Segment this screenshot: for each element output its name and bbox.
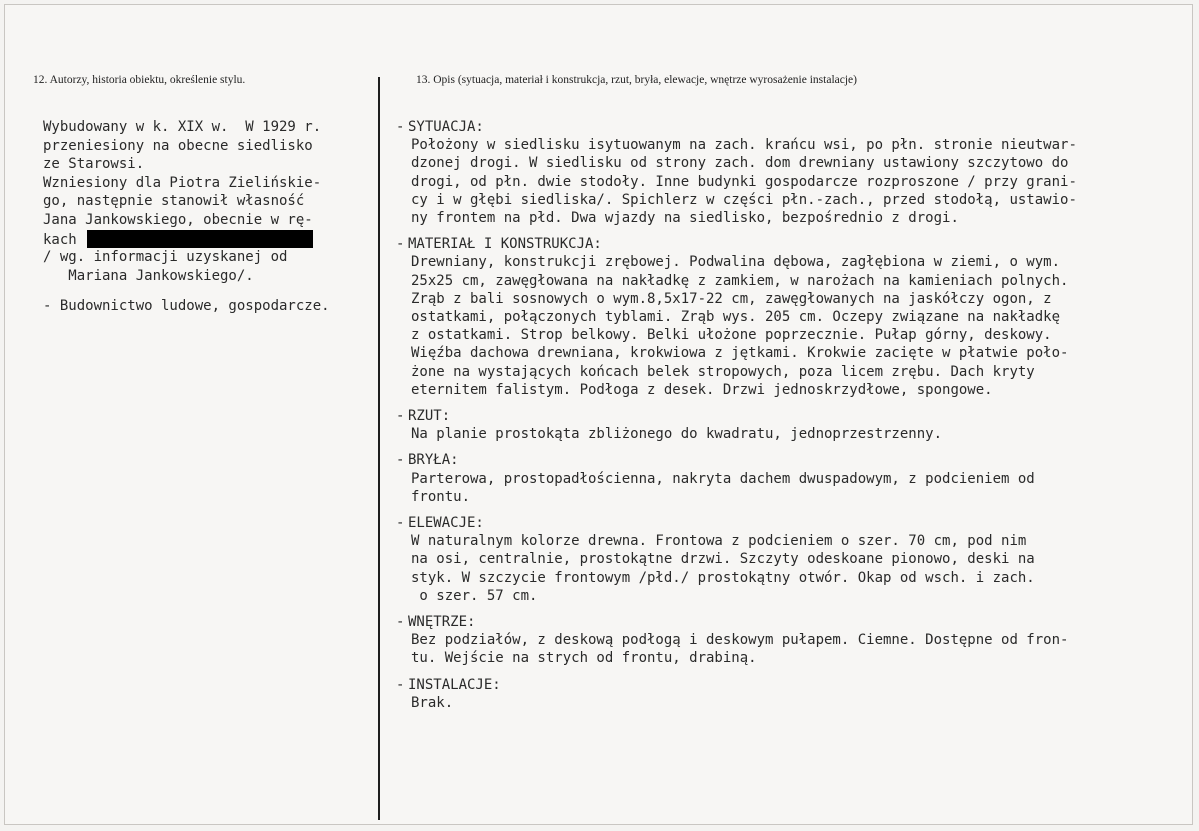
section-line: z ostatkami. Strop belkowy. Belki ułożone poprzecznie. Pułap górny, deskowy. bbox=[411, 327, 1052, 344]
style-line: - Budownictwo ludowe, gospodarcze. bbox=[43, 298, 330, 315]
section-body bbox=[411, 253, 1196, 399]
section-title-text: RZUT: bbox=[408, 408, 451, 425]
section-title-text: INSTALACJE: bbox=[408, 676, 501, 693]
section-line: Drewniany, konstrukcji zrębowej. Podwalina dębowa, zagłębiona w ziemi, o wym. bbox=[411, 254, 1061, 271]
dash-marker: - bbox=[396, 676, 405, 693]
section-line: ostatkami, połączonych tyblami. Zrąb wys. 205 cm. Oczepy związane na nakładkę bbox=[411, 309, 1061, 326]
section-line: drogi, od płn. dwie stodoły. Inne budynki gospodarcze rozproszone / przy grani- bbox=[411, 173, 1077, 190]
section-line: cy i w głębi siedliska/. Spichlerz w części płn.-zach., przed stodołą, ustawio- bbox=[411, 191, 1077, 208]
section-title-text: ELEWACJE: bbox=[408, 515, 484, 532]
section-line: Na planie prostokąta zbliżonego do kwadratu, jednoprzestrzenny. bbox=[411, 426, 943, 443]
description-section bbox=[396, 451, 1196, 506]
right-column-header: 13. Opis (sytuacja, materiał i konstrukcja, rzut, bryła, elewacje, wnętrze wyrosażenie instalacje) bbox=[416, 74, 857, 86]
section-title bbox=[396, 613, 1196, 631]
left-column-header: 12. Autorzy, historia obiektu, określenie stylu. bbox=[33, 74, 246, 86]
history-line-text: kach bbox=[43, 231, 77, 248]
description-section bbox=[396, 676, 1196, 712]
section-title-text: SYTUACJA: bbox=[408, 119, 484, 135]
description-section bbox=[396, 514, 1196, 605]
dash-marker: - bbox=[396, 408, 405, 425]
section-line: frontu. bbox=[411, 488, 471, 505]
section-line: eternitem falistym. Podłoga z desek. Drzwi jednoskrzydłowe, spongowe. bbox=[411, 381, 993, 398]
section-body bbox=[411, 425, 1196, 443]
dash-marker: - bbox=[396, 452, 405, 469]
section-body bbox=[411, 136, 1196, 227]
section-line: Więźba dachowa drewniana, krokwiowa z jętkami. Krokwie zacięte w płatwie poło- bbox=[411, 345, 1069, 362]
history-line: Wzniesiony dla Piotra Zielińskie- bbox=[43, 174, 322, 191]
description-section bbox=[396, 407, 1196, 443]
dash-marker: - bbox=[396, 515, 405, 532]
section-body bbox=[411, 631, 1196, 667]
section-title-text: BRYŁA: bbox=[408, 452, 459, 469]
section-body bbox=[411, 694, 1196, 712]
section-body bbox=[411, 470, 1196, 506]
history-line: / wg. informacji uzyskanej od bbox=[43, 249, 288, 266]
dash-marker: - bbox=[396, 614, 405, 631]
section-title bbox=[396, 235, 1196, 253]
section-line: W naturalnym kolorze drewna. Frontowa z podcieniem o szer. 70 cm, pod nim bbox=[411, 533, 1027, 550]
section-line: Parterowa, prostopadłościenna, nakryta dachem dwuspadowym, z podcieniem od bbox=[411, 470, 1035, 487]
description-section bbox=[396, 235, 1196, 399]
section-title bbox=[396, 451, 1196, 469]
section-line: dzonej drogi. W siedlisku od strony zach. dom drewniany ustawiony szczytowo do bbox=[411, 155, 1069, 172]
section-title bbox=[396, 407, 1196, 425]
section-title bbox=[396, 676, 1196, 694]
history-line: ze Starowsi. bbox=[43, 156, 145, 173]
history-line: przeniesiony na obecne siedlisko bbox=[43, 137, 313, 154]
history-column bbox=[43, 118, 375, 316]
section-line: styk. W szczycie frontowym /płd./ prostokątny otwór. Okap od wsch. i zach. bbox=[411, 569, 1035, 586]
section-body bbox=[411, 532, 1196, 605]
section-line: o szer. 57 cm. bbox=[411, 587, 538, 604]
history-line: go, następnie stanowił własność bbox=[43, 193, 305, 210]
history-line: Mariana Jankowskiego/. bbox=[43, 267, 254, 284]
section-line: Bez podziałów, z deskową podłogą i deskowym pułapem. Ciemne. Dostępne od fron- bbox=[411, 632, 1069, 649]
section-title-text: WNĘTRZE: bbox=[408, 614, 476, 631]
description-column bbox=[396, 118, 1196, 720]
description-section bbox=[396, 118, 1196, 227]
section-line: żone na wystających końcach belek stropowych, poza licem zrębu. Dach kryty bbox=[411, 363, 1035, 380]
section-title-text: MATERIAŁ I KONSTRUKCJA: bbox=[408, 236, 602, 253]
history-line: Wybudowany w k. XIX w. W 1929 r. bbox=[43, 119, 322, 135]
dash-marker: - bbox=[396, 119, 405, 135]
section-line: Brak. bbox=[411, 694, 454, 711]
section-line: Położony w siedlisku isytuowanym na zach. krańcu wsi, po płn. stronie nieutwar- bbox=[411, 137, 1077, 154]
history-line: Jana Jankowskiego, obecnie w rę- bbox=[43, 211, 313, 228]
section-line: na osi, centralnie, prostokątne drzwi. Szczyty odeskoane pionowo, deski na bbox=[411, 551, 1035, 568]
section-line: 25x25 cm, zawęgłowana na nakładkę z zamkiem, w narożach na kamieniach polnych. bbox=[411, 272, 1069, 289]
column-divider bbox=[378, 77, 380, 820]
section-line: Zrąb z bali sosnowych o wym.8,5x17-22 cm, zawęgłowanych na jaskółczy ogon, z bbox=[411, 290, 1052, 307]
section-title bbox=[396, 118, 1196, 136]
redaction-bar bbox=[87, 230, 313, 248]
description-section bbox=[396, 613, 1196, 668]
dash-marker: - bbox=[396, 236, 405, 253]
section-title bbox=[396, 514, 1196, 532]
history-line-owner bbox=[43, 230, 375, 249]
section-line: tu. Wejście na strych od frontu, drabiną. bbox=[411, 650, 757, 667]
section-line: ny frontem na płd. Dwa wjazdy na siedlisko, bezpośrednio z drogi. bbox=[411, 210, 959, 227]
